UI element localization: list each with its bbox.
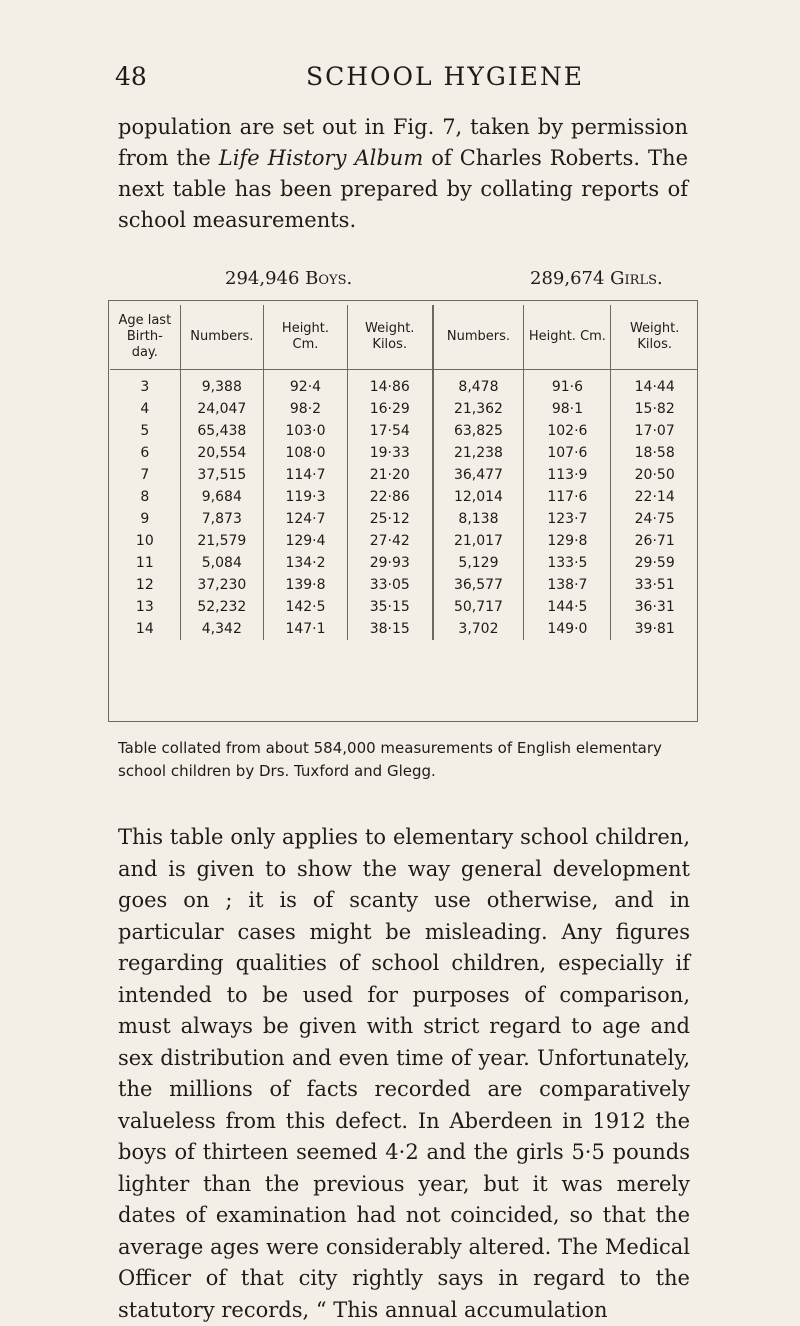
table-cell: 129·4 [264, 530, 348, 552]
col-girls-numbers: Numbers. [433, 305, 524, 370]
table-cell: 15·82 [611, 398, 698, 420]
table-cell: 21·20 [347, 464, 432, 486]
table-cell: 149·0 [524, 618, 611, 640]
table-cell: 107·6 [524, 442, 611, 464]
table-cell: 33·05 [347, 574, 432, 596]
table-cell: 29·59 [611, 552, 698, 574]
table-cell: 50,717 [433, 596, 524, 618]
table-row [110, 442, 698, 464]
table-cell: 21,579 [180, 530, 263, 552]
girls-group-heading: 289,674 Girls. [530, 268, 663, 289]
intro-text-end: of Charles Roberts. The next table has been prepared by collating reports of school measurements. [118, 146, 689, 232]
table-cell: 14·86 [347, 370, 432, 399]
page-header [115, 62, 715, 98]
table-row [110, 530, 698, 552]
intro-paragraph [118, 112, 688, 236]
table-cell: 98·1 [524, 398, 611, 420]
table-cell: 36,577 [433, 574, 524, 596]
col-boys-weight: Weight. Kilos. [347, 305, 432, 370]
table-cell: 133·5 [524, 552, 611, 574]
table-cell: 21,362 [433, 398, 524, 420]
table-cell: 12,014 [433, 486, 524, 508]
table-cell: 37,230 [180, 574, 263, 596]
table-cell: 142·5 [264, 596, 348, 618]
table-cell: 16·29 [347, 398, 432, 420]
page-number: 48 [115, 62, 147, 91]
table-cell: 52,232 [180, 596, 263, 618]
table-header-row [110, 305, 698, 370]
intro-text-start: population are set out in Fig. 7, taken by permission from the [118, 115, 688, 170]
table-cell: 36,477 [433, 464, 524, 486]
table-cell: 91·6 [524, 370, 611, 399]
table-cell: 123·7 [524, 508, 611, 530]
table-cell: 144·5 [524, 596, 611, 618]
table-cell: 17·54 [347, 420, 432, 442]
table-cell: 147·1 [264, 618, 348, 640]
table-caption: Table collated from about 584,000 measurements of English elementary school children by Drs. Tuxford and Glegg. [118, 739, 662, 780]
table-row [110, 486, 698, 508]
table-cell: 29·93 [347, 552, 432, 574]
table-cell: 21,017 [433, 530, 524, 552]
table-cell: 138·7 [524, 574, 611, 596]
table-cell: 129·8 [524, 530, 611, 552]
table-body [110, 370, 698, 641]
table-cell: 24,047 [180, 398, 263, 420]
table-group-headings [110, 268, 690, 296]
table-cell: 119·3 [264, 486, 348, 508]
table-cell: 24·75 [611, 508, 698, 530]
table-row [110, 552, 698, 574]
table-cell: 33·51 [611, 574, 698, 596]
body-paragraph: This table only applies to elementary school children, and is given to show the way general development goes on ; it is of scanty use otherwise, and in particular cases might be misleading. Any figures regarding qualities of school children, especially if intended to be used for purposes of comparison, must always be given with strict regard to age and sex distribution and even time of year. Unfortunately, the millions of facts recorded are comparatively valueless from this defect. In Aberdeen in 1912 the boys of thirteen seemed 4·2 and the girls 5·5 pounds lighter than the previous year, but it was merely dates of examination had not coincided, so that the average ages were considerably altered. The Medical Officer of that city rightly says in regard to the statutory records, “ This annual accumulation [118, 825, 690, 1322]
table-cell: 20·50 [611, 464, 698, 486]
table-cell: 5,084 [180, 552, 263, 574]
table-cell: 5,129 [433, 552, 524, 574]
table-cell: 8,138 [433, 508, 524, 530]
table-cell: 7 [140, 467, 150, 483]
table-row [110, 596, 698, 618]
table-cell: 26·71 [611, 530, 698, 552]
measurements-table [110, 305, 698, 640]
table-cell: 20,554 [180, 442, 263, 464]
table-cell: 22·14 [611, 486, 698, 508]
table-row [110, 420, 698, 442]
running-head: SCHOOL HYGIENE [305, 62, 585, 91]
table-cell: 21,238 [433, 442, 524, 464]
table-cell: 102·6 [524, 420, 611, 442]
table-cell: 134·2 [264, 552, 348, 574]
table-cell: 3 [140, 379, 150, 395]
table-cell: 65,438 [180, 420, 263, 442]
album-title: Life History Album [218, 146, 424, 170]
table-cell: 108·0 [264, 442, 348, 464]
col-girls-weight: Weight. Kilos. [611, 305, 698, 370]
table-cell: 9 [140, 511, 150, 527]
table-cell: 8,478 [433, 370, 524, 399]
table-cell: 4,342 [180, 618, 263, 640]
table-cell: 6 [140, 445, 150, 461]
table-row [110, 370, 698, 399]
table-cell: 36·31 [611, 596, 698, 618]
table-cell: 9,684 [180, 486, 263, 508]
table-cell: 7,873 [180, 508, 263, 530]
table-cell: 27·42 [347, 530, 432, 552]
table-cell: 124·7 [264, 508, 348, 530]
col-boys-numbers: Numbers. [180, 305, 263, 370]
table-cell: 19·33 [347, 442, 432, 464]
table-cell: 11 [135, 555, 154, 571]
table-cell: 37,515 [180, 464, 263, 486]
col-boys-height: Height. Cm. [264, 305, 348, 370]
table-cell: 39·81 [611, 618, 698, 640]
table-cell: 35·15 [347, 596, 432, 618]
table-cell: 17·07 [611, 420, 698, 442]
col-age: Age last Birth-day. [110, 305, 180, 370]
table-cell: 22·86 [347, 486, 432, 508]
table-cell: 10 [135, 533, 154, 549]
boys-group-heading: 294,946 Boys. [225, 268, 353, 289]
table-cell: 25·12 [347, 508, 432, 530]
table-cell: 98·2 [264, 398, 348, 420]
table-cell: 63,825 [433, 420, 524, 442]
table-cell: 139·8 [264, 574, 348, 596]
table-cell: 18·58 [611, 442, 698, 464]
table-cell: 14·44 [611, 370, 698, 399]
col-girls-height: Height. Cm. [524, 305, 611, 370]
table-cell: 4 [140, 401, 150, 417]
table-cell: 114·7 [264, 464, 348, 486]
table-cell: 113·9 [524, 464, 611, 486]
table-cell: 8 [140, 489, 150, 505]
table-row [110, 464, 698, 486]
table-row [110, 508, 698, 530]
table-cell: 13 [135, 599, 154, 615]
table-cell: 103·0 [264, 420, 348, 442]
table-cell: 3,702 [433, 618, 524, 640]
table-cell: 12 [135, 577, 154, 593]
table-cell: 5 [140, 423, 150, 439]
table-row [110, 618, 698, 640]
table-row [110, 574, 698, 596]
table-cell: 38·15 [347, 618, 432, 640]
table-cell: 92·4 [264, 370, 348, 399]
table-cell: 9,388 [180, 370, 263, 399]
table-cell: 14 [135, 621, 154, 637]
table-cell: 117·6 [524, 486, 611, 508]
table-row [110, 398, 698, 420]
